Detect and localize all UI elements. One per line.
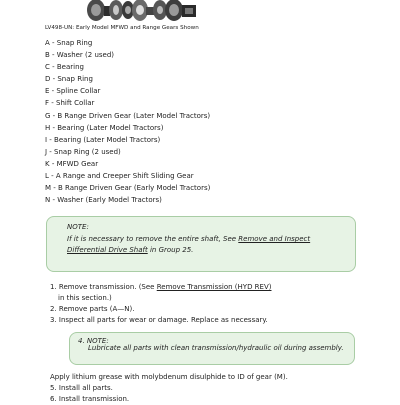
apply-grease-step: Apply lithium grease with molybdenum disulphide to ID of gear (M). <box>50 373 288 381</box>
step-1-text: 1. Remove transmission. (See <box>50 283 157 291</box>
gear-assembly-illustration <box>86 0 198 21</box>
list-item: M - B Range Driven Gear (Early Model Tractors) <box>45 184 211 193</box>
note-label: 4. NOTE: <box>78 337 109 345</box>
list-item: A - Snap Ring <box>45 39 93 47</box>
list-item: J - Snap Ring (2 used) <box>45 147 121 156</box>
remove-inspect-shaft-link[interactable]: Remove and Inspect Differential Drive Shaft <box>67 235 311 254</box>
note-text-after: in Group 25. <box>147 245 194 254</box>
list-item: G - B Range Driven Gear (Later Model Tractors) <box>45 111 211 120</box>
note-box-lubricate <box>69 332 355 365</box>
step-6: 6. Install transmission. <box>50 395 130 403</box>
list-item: F - Shift Collar <box>45 99 95 108</box>
step-1-continuation: in this section.) <box>58 294 112 302</box>
list-item: K - MFWD Gear <box>45 159 99 168</box>
parts-list <box>45 37 210 206</box>
list-item: H - Bearing (Later Model Tractors) <box>45 123 164 132</box>
step-5: 5. Install all parts. <box>50 384 113 392</box>
procedure-steps <box>50 282 272 326</box>
remove-transmission-link[interactable]: Remove Transmission (HYD REV) <box>156 283 272 291</box>
list-item: B - Washer (2 used) <box>45 51 115 60</box>
step-1 <box>50 282 272 293</box>
figure-caption: LV498-UN: Early Model MFWD and Range Gears Shown <box>45 25 199 31</box>
note-body: Lubricate all parts with clean transmission/hydraulic oil during assembly. <box>88 344 344 352</box>
procedure-steps-continued <box>50 372 288 405</box>
list-item: I - Bearing (Later Model Tractors) <box>45 135 161 144</box>
gear-illustration-icon <box>86 0 198 21</box>
note-box <box>46 216 356 272</box>
note-label: NOTE: <box>67 223 89 231</box>
list-item: L - A Range and Creeper Shift Sliding Gear <box>45 172 194 181</box>
list-item: C - Bearing <box>45 63 84 72</box>
note-body <box>67 234 337 255</box>
step-3: 3. Inspect all parts for wear or damage. Replace as necessary. <box>50 316 268 324</box>
list-item: N - Washer (Early Model Tractors) <box>45 196 162 205</box>
step-2: 2. Remove parts (A—N). <box>50 305 135 313</box>
note-text-before: If it is necessary to remove the entire shaft, See <box>67 235 239 243</box>
list-item: E - Spline Collar <box>45 87 101 96</box>
list-item: D - Snap Ring <box>45 75 93 84</box>
